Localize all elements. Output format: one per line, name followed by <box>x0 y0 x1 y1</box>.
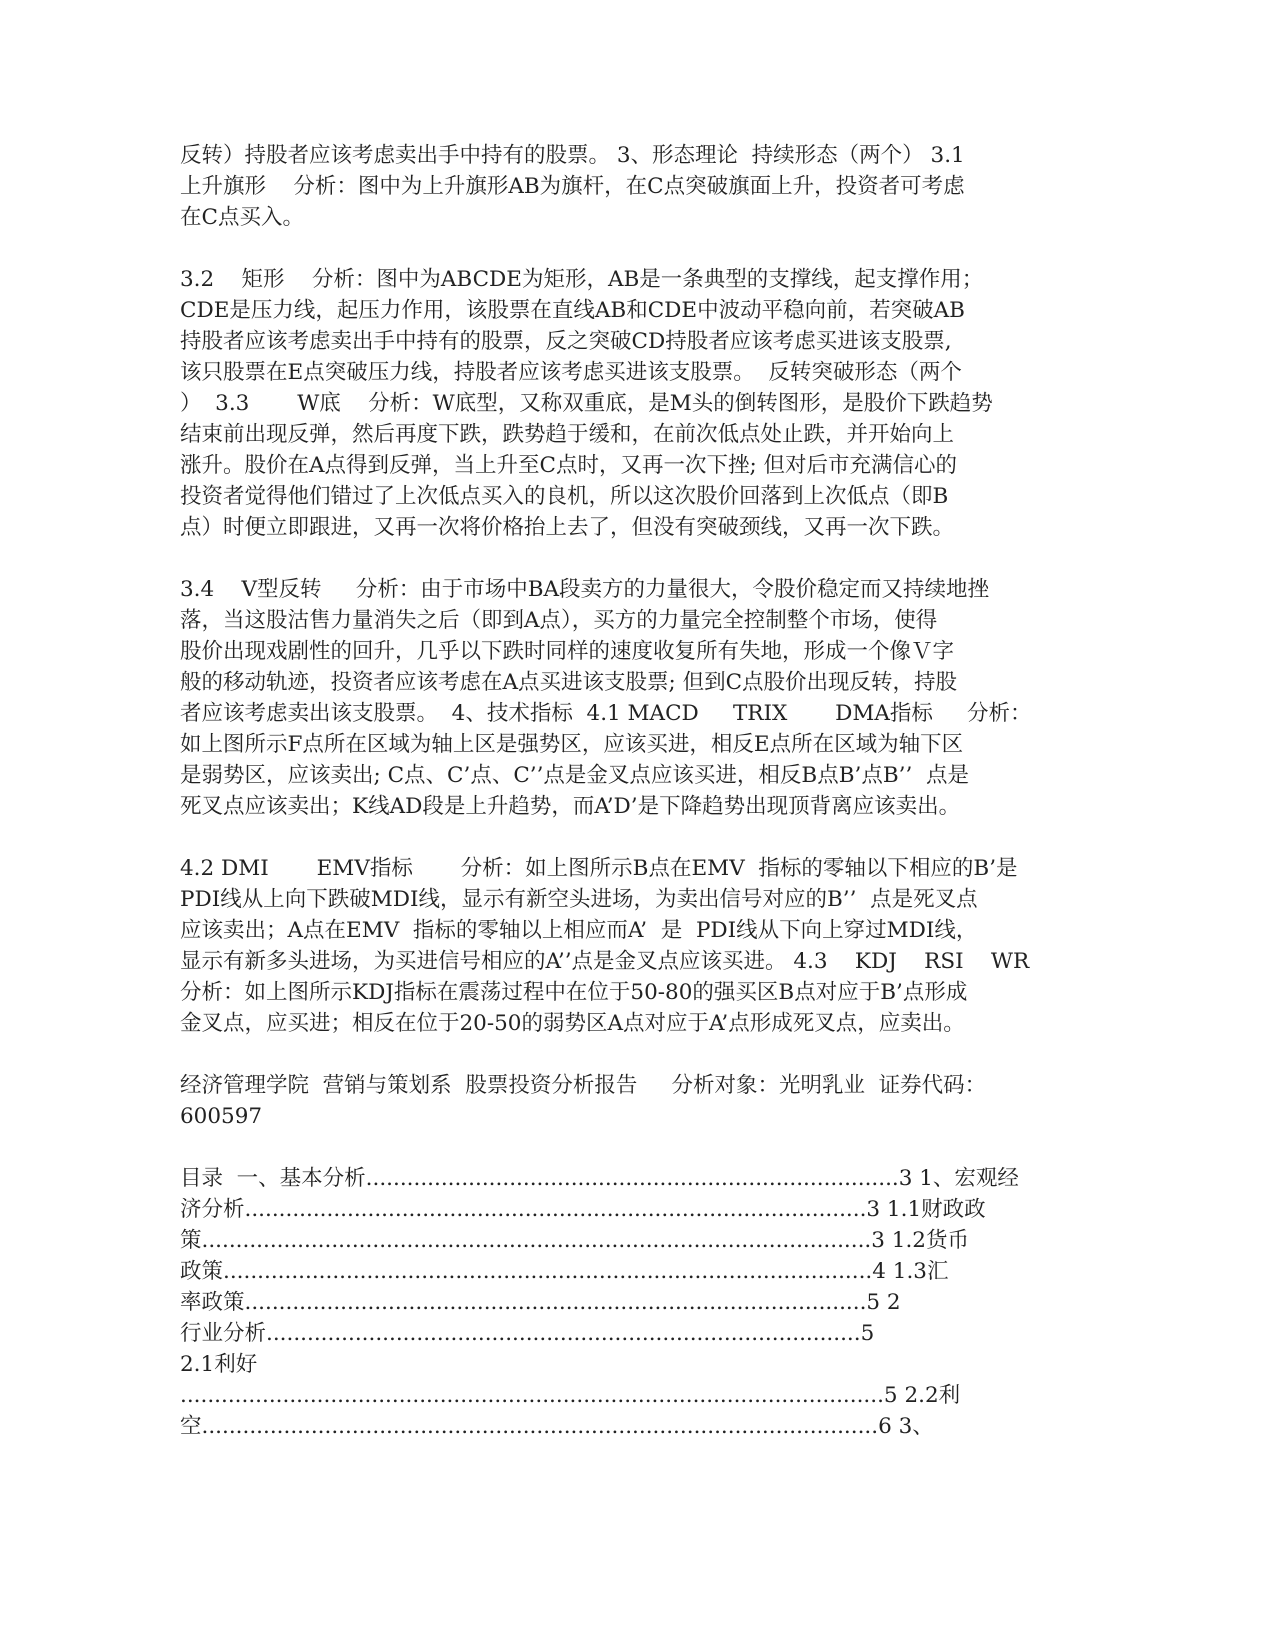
text-line: 股价出现戏剧性的回升，几乎以下跌时同样的速度收复所有失地，形成一个像Ｖ字 <box>180 639 955 664</box>
paragraph-spacer <box>180 233 1080 264</box>
text-line: 如上图所示F点所在区域为轴上区是强势区，应该买进，相反E点所在区域为轴下区 <box>180 732 964 757</box>
text-line: 应该卖出；A点在EMV 指标的零轴以上相应而A’ 是 PDI线从下向上穿过MDI线， <box>180 918 978 943</box>
text-line: 3.4 V型反转 分析：由于市场中BA段卖方的力量很大，令股价稳定而又持续地挫 <box>180 577 990 602</box>
toc-line: 率政策...........................................................................................5 2 <box>180 1290 901 1315</box>
text-line: 是弱势区，应该卖出; C点、C’点、C’’点是金叉点应该买进，相反B点B’点B’’ 点是 <box>180 763 970 788</box>
text-line: 该只股票在E点突破压力线，持股者应该考虑买进该支股票。 反转突破形态（两个 <box>180 360 962 385</box>
paragraph-spacer <box>180 822 1080 853</box>
toc-line: 2.1利好 <box>180 1352 258 1377</box>
toc-line: 政策...............................................................................................4 1.3汇 <box>180 1259 949 1284</box>
text-line: CDE是压力线，起压力作用，该股票在直线AB和CDE中波动平稳向前，若突破AB <box>180 298 965 323</box>
toc-line: 行业分析.......................................................................................5 <box>180 1321 875 1346</box>
text-line: 在C点买入。 <box>180 205 304 230</box>
text-line: 600597 <box>180 1104 263 1129</box>
table-of-contents <box>180 1163 1080 1442</box>
paragraph-v-reversal-and-macd <box>180 574 1080 822</box>
paragraph-spacer <box>180 543 1080 574</box>
report-header <box>180 1070 1080 1132</box>
text-line: 分析：如上图所示KDJ指标在震荡过程中在位于50-80的强买区B点对应于B’点形成 <box>180 980 968 1005</box>
text-line: 持股者应该考虑卖出手中持有的股票，反之突破CD持股者应该考虑买进该支股票, <box>180 329 952 354</box>
toc-line: 策..................................................................................................3 1.2货币 <box>180 1228 969 1253</box>
text-line: 般的移动轨迹，投资者应该考虑在A点买进该支股票; 但到C点股价出现反转，持股 <box>180 670 958 695</box>
paragraph-spacer <box>180 1039 1080 1070</box>
text-line: 4.2 DMI EMV指标 分析：如上图所示B点在EMV 指标的零轴以下相应的B’是 <box>180 856 1018 881</box>
text-line: PDI线从上向下跌破MDI线，显示有新空头进场，为卖出信号对应的B’’ 点是死叉点 <box>180 887 978 912</box>
toc-line: .......................................................................................................5 2.2利 <box>180 1383 961 1408</box>
paragraph-continuation-patterns <box>180 140 1080 233</box>
text-line: 投资者觉得他们错过了上次低点买入的良机，所以这次股价回落到上次低点（即B <box>180 484 949 509</box>
text-line: 死叉点应该卖出；K线AD段是上升趋势，而A’D’是下降趋势出现顶背离应该卖出。 <box>180 794 961 819</box>
toc-line: 济分析...........................................................................................3 1.1财政政 <box>180 1197 986 1222</box>
text-line: 结束前出现反弹，然后再度下跌，跌势趋于缓和，在前次低点处止跌，并开始向上 <box>180 422 955 447</box>
text-line: 点）时便立即跟进，又再一次将价格抬上去了，但没有突破颈线，又再一次下跌。 <box>180 515 955 540</box>
toc-line: 空...................................................................................................6 3、 <box>180 1414 934 1439</box>
text-line: 涨升。股价在A点得到反弹，当上升至C点时，又再一次下挫; 但对后市充满信心的 <box>180 453 958 478</box>
paragraph-dmi-emv-kdj <box>180 853 1080 1039</box>
text-line: 经济管理学院 营销与策划系 股票投资分析报告 分析对象：光明乳业 证券代码： <box>180 1073 987 1098</box>
paragraph-spacer <box>180 1132 1080 1163</box>
document-body <box>180 140 1080 1442</box>
text-line: 上升旗形 分析：图中为上升旗形AB为旗杆，在C点突破旗面上升，投资者可考虑 <box>180 174 965 199</box>
text-line: 显示有新多头进场，为买进信号相应的A’’点是金叉点应该买进。 4.3 KDJ RSI WR <box>180 949 1030 974</box>
text-line: 落，当这股沽售力量消失之后（即到A点），买方的力量完全控制整个市场，使得 <box>180 608 938 633</box>
toc-line: 目录 一、基本分析..............................................................................3 1、宏观经 <box>180 1166 1019 1191</box>
paragraph-rectangle-and-w-bottom <box>180 264 1080 543</box>
text-line: 3.2 矩形 分析：图中为ABCDE为矩形，AB是一条典型的支撑线，起支撑作用； <box>180 267 984 292</box>
text-line: 反转）持股者应该考虑卖出手中持有的股票。 3、形态理论 持续形态（两个） 3.1 <box>180 143 965 168</box>
text-line: 金叉点，应买进；相反在位于20-50的弱势区A点对应于A’点形成死叉点，应卖出。 <box>180 1011 965 1036</box>
text-line: ） 3.3 W底 分析：W底型，又称双重底，是M头的倒转图形，是股价下跌趋势 <box>180 391 993 416</box>
text-line: 者应该考虑卖出该支股票。 4、技术指标 4.1 MACD TRIX DMA指标 分析： <box>180 701 1032 726</box>
